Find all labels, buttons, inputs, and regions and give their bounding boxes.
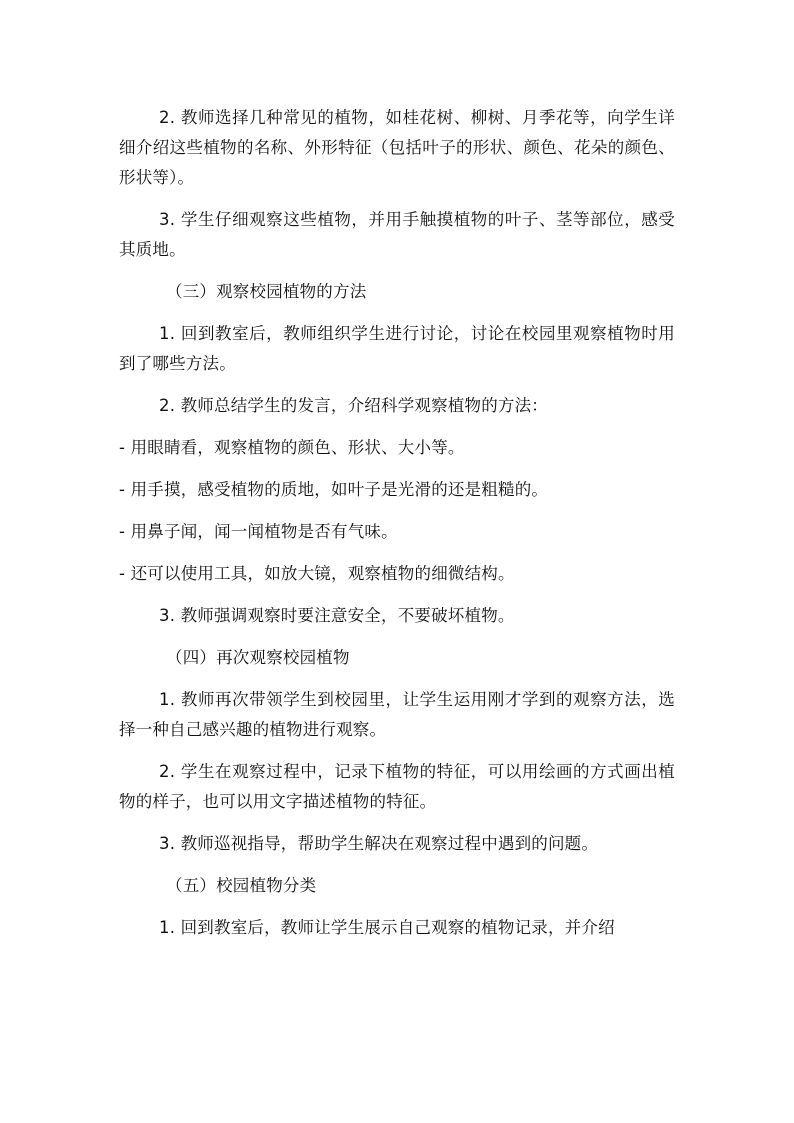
section-heading-5: （五）校园植物分类: [166, 876, 317, 895]
method-touch: - 用手摸，感受植物的质地，如叶子是光滑的还是粗糙的。: [119, 480, 549, 499]
step-2-summary: 2. 教师总结学生的发言，介绍科学观察植物的方法：: [159, 396, 548, 415]
document-body: [119, 103, 675, 943]
section-heading-3: （三）观察校园植物的方法: [166, 282, 367, 301]
section-heading-4: （四）再次观察校园植物: [166, 648, 350, 667]
method-tools: - 还可以使用工具，如放大镜，观察植物的细微结构。: [119, 564, 515, 583]
step-2-record: 2. 学生在观察过程中，记录下植物的特征，可以用绘画的方式画出植物的样子，也可以用文字描述植物的特征。: [119, 762, 675, 811]
step-1-present-records: 1. 回到教室后，教师让学生展示自己观察的植物记录，并介绍: [159, 918, 615, 937]
step-3-guidance: 3. 教师巡视指导，帮助学生解决在观察过程中遇到的问题。: [159, 834, 599, 853]
method-smell: - 用鼻子闻，闻一闻植物是否有气味。: [119, 522, 398, 541]
step-1-discussion: 1. 回到教室后，教师组织学生进行讨论，讨论在校园里观察植物时用到了哪些方法。: [119, 324, 675, 373]
step-3-touch-plants: 3. 学生仔细观察这些植物，并用手触摸植物的叶子、茎等部位，感受其质地。: [119, 210, 675, 259]
step-2-introduce-plants: 2. 教师选择几种常见的植物，如桂花树、柳树、月季花等，向学生详细介绍这些植物的名称、外形特征（包括叶子的形状、颜色、花朵的颜色、形状等）。: [119, 108, 675, 187]
method-look: - 用眼睛看，观察植物的颜色、形状、大小等。: [119, 438, 465, 457]
step-3-safety: 3. 教师强调观察时要注意安全，不要破坏植物。: [159, 606, 515, 625]
step-1-observe-again: 1. 教师再次带领学生到校园里，让学生运用刚才学到的观察方法，选择一种自己感兴趣的植物进行观察。: [119, 690, 675, 739]
